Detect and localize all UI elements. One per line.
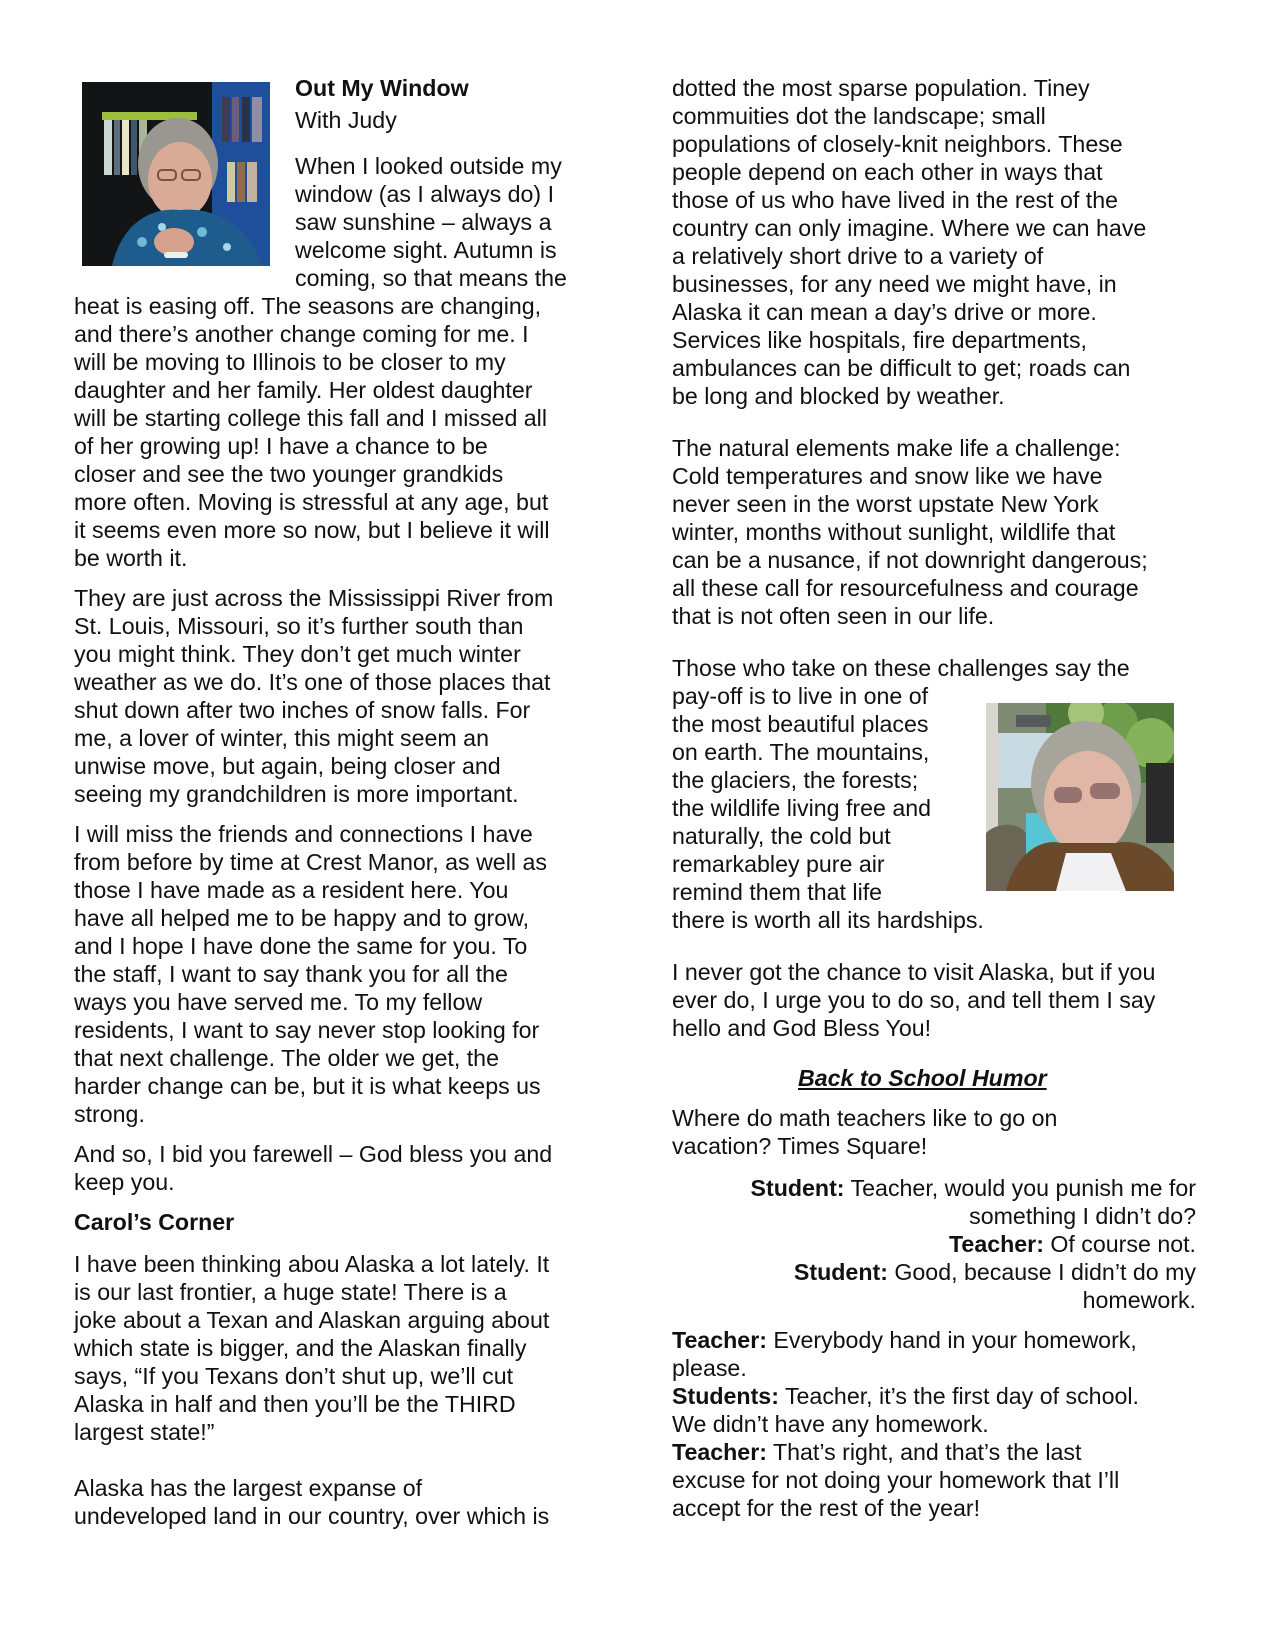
- dialog-text: please.: [672, 1355, 747, 1381]
- text-line: me, a lover of winter, this might seem an: [74, 725, 489, 751]
- text-line: country can only imagine. Where we can have: [672, 215, 1147, 241]
- text-line: the most beautiful places: [672, 711, 929, 737]
- text-line: coming, so that means the: [295, 265, 567, 291]
- text-line: those of us who have lived in the rest of the: [672, 187, 1118, 213]
- text-line: heat is easing off. The seasons are changing,: [74, 293, 542, 319]
- text-line: on earth. The mountains,: [672, 739, 930, 765]
- dialog-text: Of course not.: [1043, 1231, 1196, 1257]
- text-line: I have been thinking abou Alaska a lot lately. It: [74, 1251, 550, 1277]
- text-line: I will miss the friends and connections I have: [74, 821, 533, 847]
- text-line: commuities dot the landscape; small: [672, 103, 1046, 129]
- dialog-line: [794, 1258, 1196, 1286]
- text-line: undeveloped land in our country, over which is: [74, 1503, 550, 1529]
- text-line: people depend on each other in ways that: [672, 159, 1103, 185]
- section-title-out-my-window: Out My Window: [295, 75, 469, 101]
- text-line: the wildlife living free and: [672, 795, 932, 821]
- text-line: all these call for resourcefulness and courage: [672, 575, 1139, 601]
- dialog-line: [672, 1354, 747, 1382]
- text-line: And so, I bid you farewell – God bless you and: [74, 1141, 553, 1167]
- dialog-text: accept for the rest of the year!: [672, 1495, 981, 1521]
- dialog-text: Teacher, would you punish me for: [844, 1175, 1196, 1201]
- text-line: remind them that life: [672, 879, 883, 905]
- dialog-line: [969, 1202, 1196, 1230]
- text-line: winter, months without sunlight, wildlife that: [672, 519, 1116, 545]
- text-line: St. Louis, Missouri, so it’s further south than: [74, 613, 524, 639]
- dialog-line: [672, 1438, 1081, 1466]
- text-line: vacation? Times Square!: [672, 1133, 928, 1159]
- dialog-text: We didn’t have any homework.: [672, 1411, 989, 1437]
- dialog-line: [672, 1494, 980, 1522]
- dialog-line: [672, 1326, 1137, 1354]
- text-line: ways you have served me. To my fellow: [74, 989, 483, 1015]
- text-line: joke about a Texan and Alaskan arguing about: [74, 1307, 550, 1333]
- text-line: those I have made as a resident here. You: [74, 877, 509, 903]
- dialog-line: [672, 1382, 1139, 1410]
- text-line: residents, I want to say never stop looking for: [74, 1017, 540, 1043]
- text-line: daughter and her family. Her oldest daughter: [74, 377, 533, 403]
- text-line: be worth it.: [74, 545, 188, 571]
- speaker-label: Student:: [793, 1259, 888, 1285]
- text-line: which state is bigger, and the Alaskan finally: [74, 1335, 527, 1361]
- text-line: shut down after two inches of snow falls. For: [74, 697, 531, 723]
- section-title-carols-corner: Carol’s Corner: [74, 1209, 235, 1235]
- text-line: pay-off is to live in one of: [672, 683, 929, 709]
- text-line: window (as I always do) I: [295, 181, 555, 207]
- text-line: Alaska it can mean a day’s drive or more.: [672, 299, 1097, 325]
- text-line: Those who take on these challenges say the: [672, 655, 1130, 681]
- byline: With Judy: [295, 107, 397, 133]
- text-line: populations of closely-knit neighbors. These: [672, 131, 1123, 157]
- section-title-back-to-school-humor: Back to School Humor: [798, 1065, 1047, 1091]
- dialog-text: excuse for not doing your homework that I’ll: [672, 1467, 1120, 1493]
- text-line: Alaska in half and then you’ll be the THIRD: [74, 1391, 516, 1417]
- speaker-label: Teacher:: [672, 1439, 767, 1465]
- text-line: They are just across the Mississippi River from: [74, 585, 554, 611]
- text-line: and I hope I have done the same for you. To: [74, 933, 528, 959]
- text-line: unwise move, but again, being closer and: [74, 753, 501, 779]
- text-line: keep you.: [74, 1169, 175, 1195]
- portrait-photo-carol: [986, 703, 1174, 891]
- dialog-line: [751, 1174, 1197, 1202]
- text-line: seeing my grandchildren is more important.: [74, 781, 519, 807]
- text-line: the glaciers, the forests;: [672, 767, 919, 793]
- text-line: strong.: [74, 1101, 145, 1127]
- text-line: more often. Moving is stressful at any age, but: [74, 489, 549, 515]
- dialog-text: Everybody hand in your homework,: [766, 1327, 1137, 1353]
- dialog-text: Good, because I didn’t do my: [887, 1259, 1196, 1285]
- text-line: dotted the most sparse population. Tiney: [672, 75, 1090, 101]
- text-line: be long and blocked by weather.: [672, 383, 1005, 409]
- text-line: there is worth all its hardships.: [672, 907, 984, 933]
- text-line: Services like hospitals, fire departments,: [672, 327, 1087, 353]
- text-line: saw sunshine – always a: [295, 209, 552, 235]
- dialog-text: Teacher, it’s the first day of school.: [778, 1383, 1139, 1409]
- text-line: naturally, the cold but: [672, 823, 891, 849]
- text-line: that is not often seen in our life.: [672, 603, 995, 629]
- dialog-line: [1083, 1286, 1196, 1314]
- dialog-line: [949, 1230, 1196, 1258]
- dialog-text: homework.: [1082, 1287, 1196, 1313]
- text-line: largest state!”: [74, 1419, 215, 1445]
- text-line: harder change can be, but it is what keeps us: [74, 1073, 541, 1099]
- text-line: The natural elements make life a challenge:: [672, 435, 1121, 461]
- text-line: that next challenge. The older we get, the: [74, 1045, 499, 1071]
- text-line: businesses, for any need we might have, in: [672, 271, 1117, 297]
- text-line: of her growing up! I have a chance to be: [74, 433, 488, 459]
- speaker-label: Teacher:: [672, 1327, 767, 1353]
- text-line: When I looked outside my: [295, 153, 562, 179]
- text-line: Alaska has the largest expanse of: [74, 1475, 423, 1501]
- speaker-label: Students:: [672, 1383, 779, 1409]
- portrait-photo-judy: [82, 82, 270, 266]
- text-line: will be starting college this fall and I missed all: [74, 405, 547, 431]
- dialog-text: That’s right, and that’s the last: [766, 1439, 1082, 1465]
- text-line: and there’s another change coming for me. I: [74, 321, 529, 347]
- text-line: from before by time at Crest Manor, as well as: [74, 849, 547, 875]
- text-line: ambulances can be difficult to get; roads can: [672, 355, 1131, 381]
- text-line: closer and see the two younger grandkids: [74, 461, 504, 487]
- text-line: welcome sight. Autumn is: [295, 237, 557, 263]
- text-line: can be a nusance, if not downright dangerous;: [672, 547, 1148, 573]
- text-line: weather as we do. It’s one of those places that: [74, 669, 551, 695]
- text-line: never seen in the worst upstate New York: [672, 491, 1099, 517]
- text-line: ever do, I urge you to do so, and tell them I say: [672, 987, 1156, 1013]
- speaker-label: Student:: [750, 1175, 845, 1201]
- dialog-line: [672, 1410, 989, 1438]
- dialog-text: something I didn’t do?: [969, 1203, 1196, 1229]
- text-line: will be moving to Illinois to be closer to my: [74, 349, 506, 375]
- speaker-label: Teacher:: [948, 1231, 1044, 1257]
- text-line: Where do math teachers like to go on: [672, 1105, 1058, 1131]
- text-line: the staff, I want to say thank you for all the: [74, 961, 508, 987]
- text-line: a relatively short drive to a variety of: [672, 243, 1044, 269]
- dialog-line: [672, 1466, 1119, 1494]
- text-line: you might think. They don’t get much winter: [74, 641, 521, 667]
- text-line: I never got the chance to visit Alaska, but if you: [672, 959, 1156, 985]
- text-line: remarkabley pure air: [672, 851, 885, 877]
- text-line: have all helped me to be happy and to grow,: [74, 905, 530, 931]
- text-line: Cold temperatures and snow like we have: [672, 463, 1103, 489]
- text-line: is our last frontier, a huge state! There is a: [74, 1279, 507, 1305]
- text-line: hello and God Bless You!: [672, 1015, 932, 1041]
- text-line: says, “If you Texans don’t shut up, we’ll cut: [74, 1363, 514, 1389]
- text-line: it seems even more so now, but I believe it will: [74, 517, 550, 543]
